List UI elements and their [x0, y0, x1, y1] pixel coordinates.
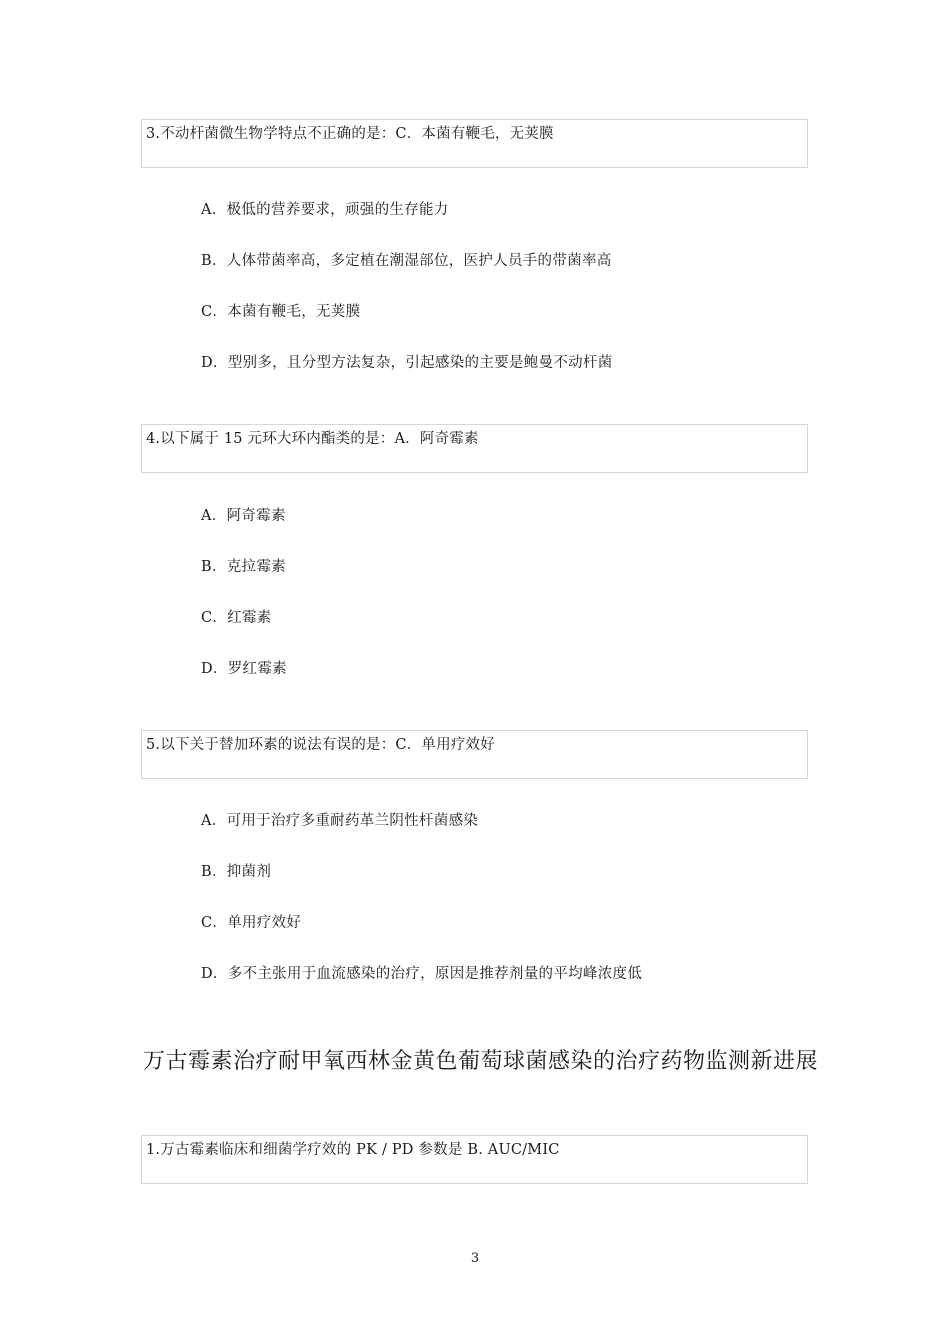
option-a: A．极低的营养要求，顽强的生存能力 — [201, 202, 449, 218]
option-d: D．多不主张用于血流感染的治疗，原因是推荐剂量的平均峰浓度低 — [201, 966, 643, 982]
question-text: 3.不动杆菌微生物学特点不正确的是：C．本菌有鞭毛，无荚膜 — [146, 126, 554, 142]
option-d: D．型别多，且分型方法复杂，引起感染的主要是鲍曼不动杆菌 — [201, 355, 613, 371]
question-box — [141, 119, 808, 168]
option-d: D．罗红霉素 — [201, 661, 287, 677]
section-heading: 万古霉素治疗耐甲氧西林金黄色葡萄球菌感染的治疗药物监测新进展 — [143, 1049, 819, 1074]
option-b: B．人体带菌率高，多定植在潮湿部位，医护人员手的带菌率高 — [201, 253, 612, 269]
option-b: B．克拉霉素 — [201, 559, 286, 575]
question-box — [141, 1135, 808, 1184]
option-a: A．可用于治疗多重耐药革兰阴性杆菌感染 — [201, 813, 479, 829]
question-box — [141, 424, 808, 473]
option-a: A．阿奇霉素 — [201, 508, 286, 524]
option-b: B．抑菌剂 — [201, 864, 272, 880]
question-text: 5.以下关于替加环素的说法有误的是：C．单用疗效好 — [146, 737, 495, 753]
question-text: 4.以下属于 15 元环大环内酯类的是：A．阿奇霉素 — [146, 431, 479, 447]
question-box — [141, 730, 808, 779]
option-c: C．红霉素 — [201, 610, 272, 626]
question-text: 1.万古霉素临床和细菌学疗效的 PK / PD 参数是 B. AUC/MIC — [146, 1142, 560, 1158]
page-number: 3 — [470, 1251, 480, 1266]
option-c: C．单用疗效好 — [201, 915, 302, 931]
option-c: C．本菌有鞭毛，无荚膜 — [201, 304, 361, 320]
